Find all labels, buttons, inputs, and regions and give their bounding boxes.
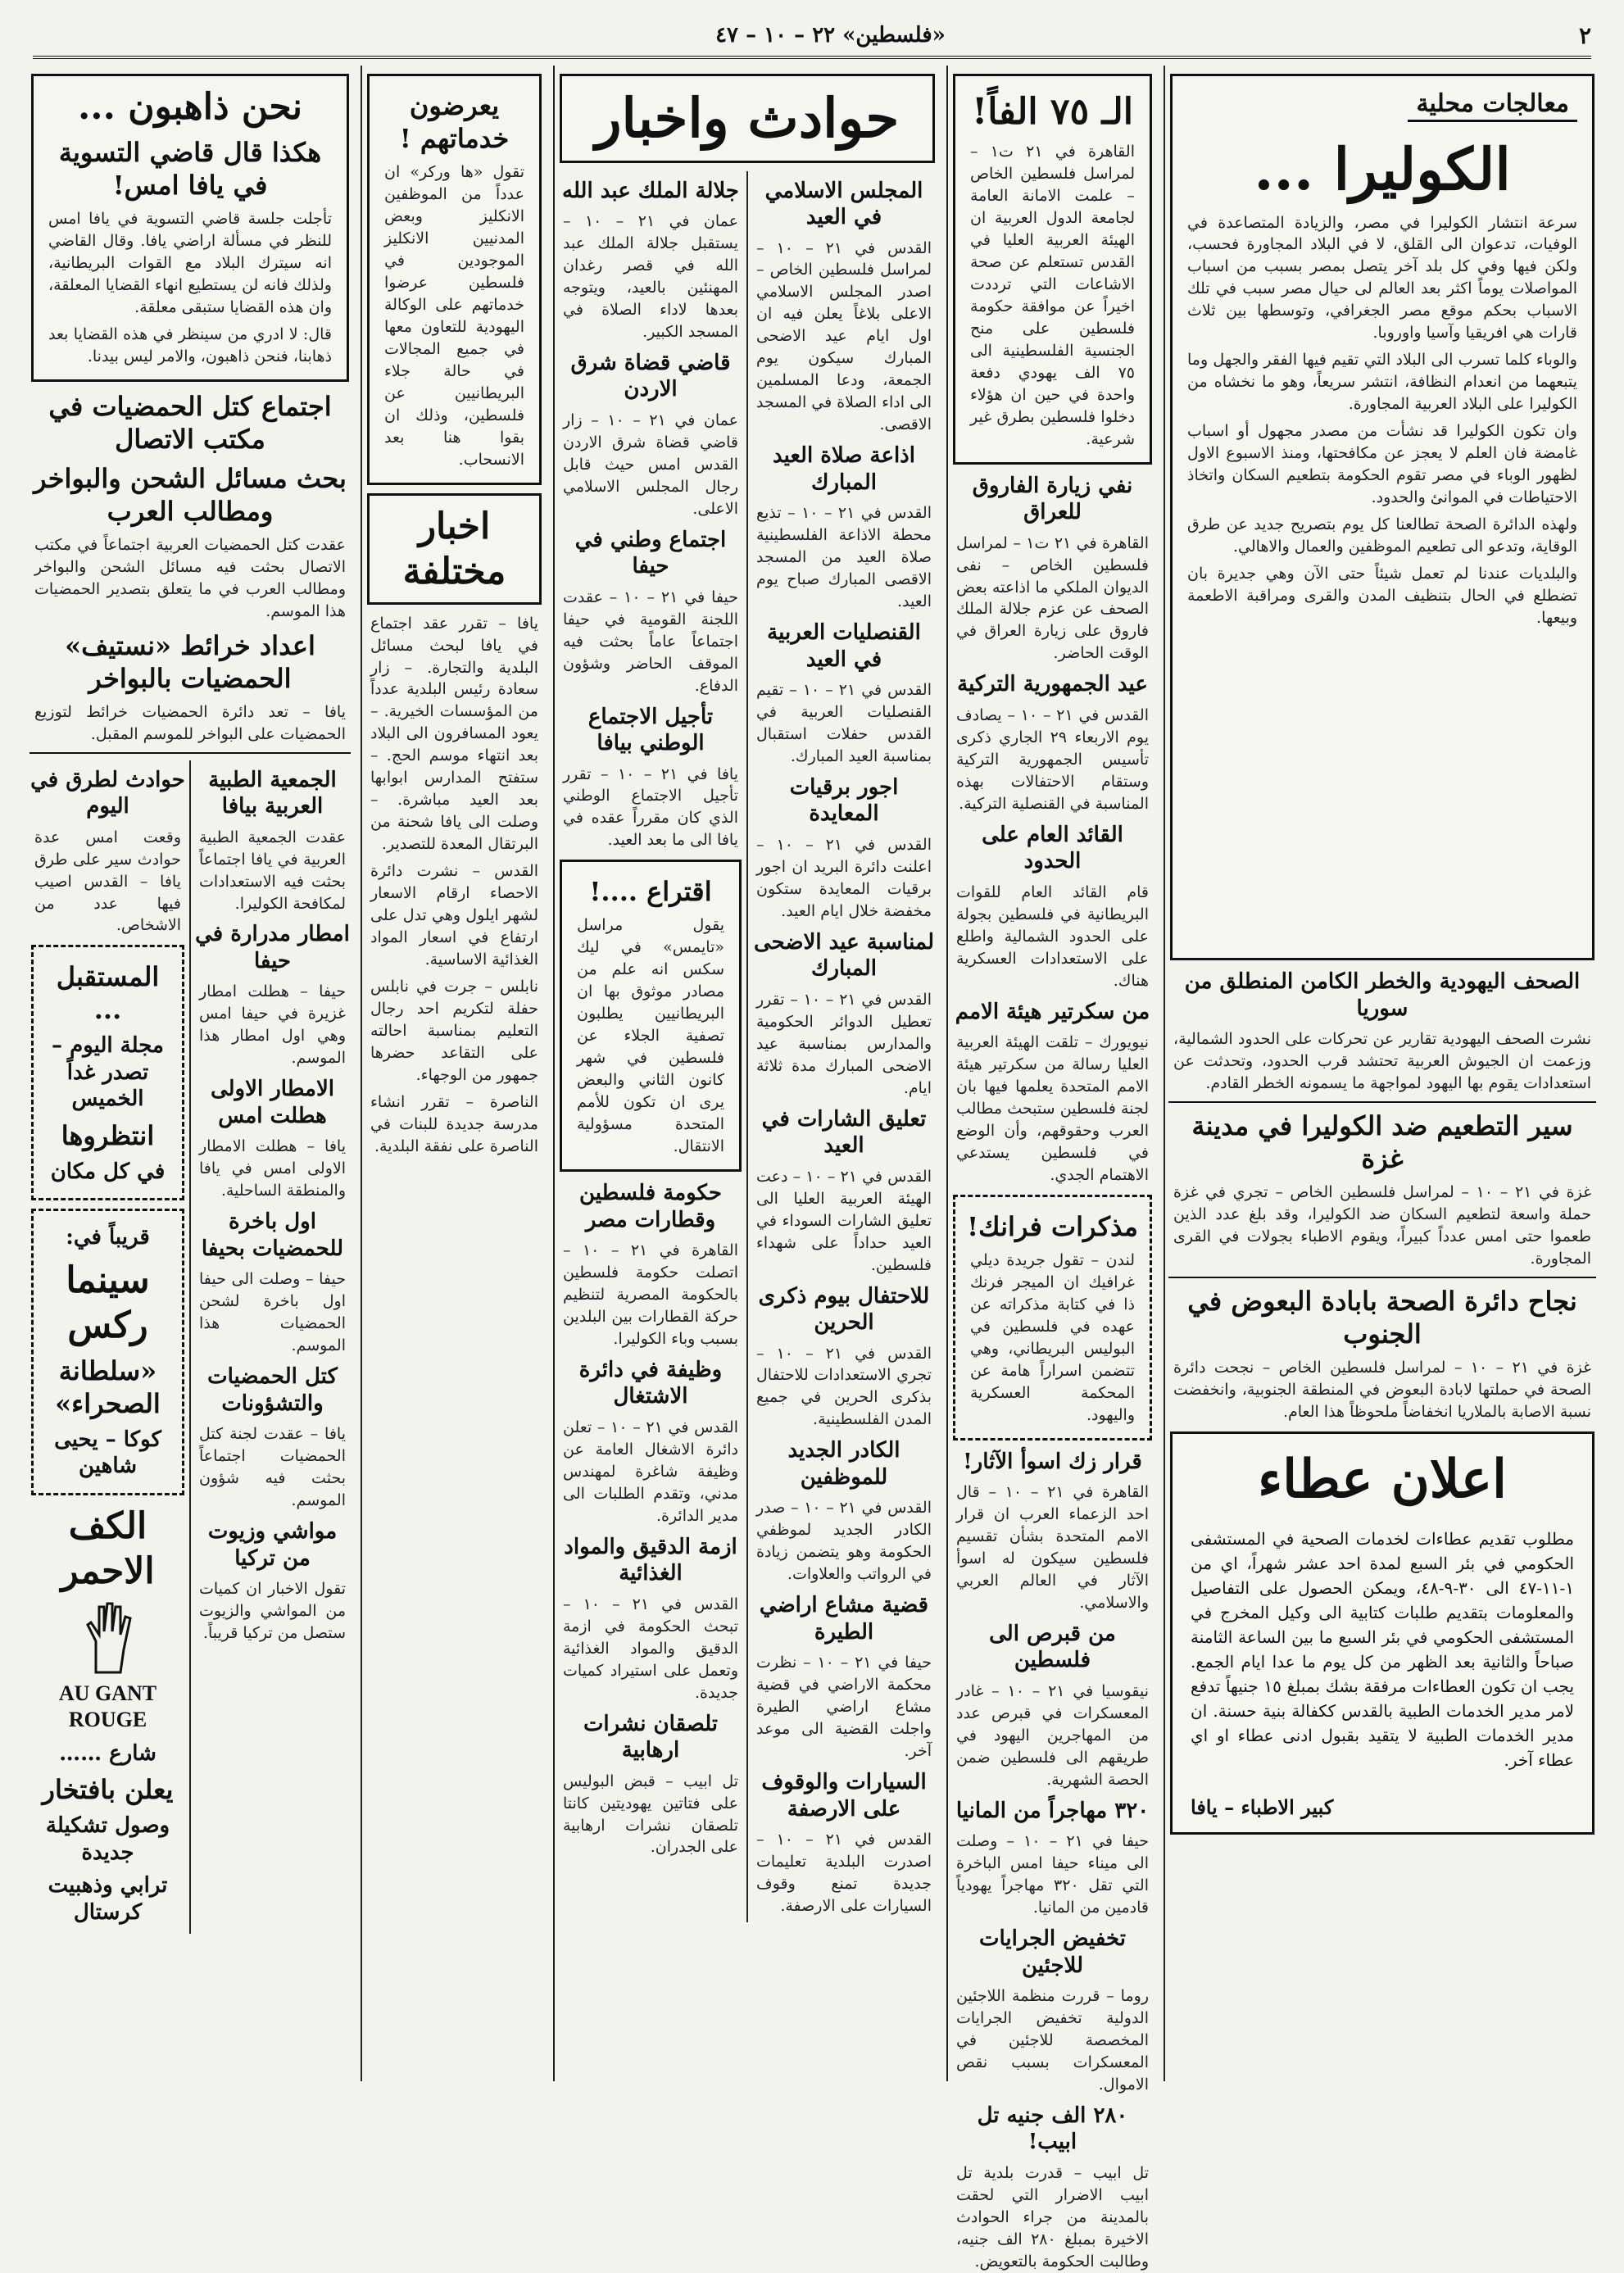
- page-number: ٢: [1578, 21, 1591, 49]
- haifa-meeting-text: حيفا في ٢١ – ١٠ – عقدت اللجنة القومية في حيفا اجتماعاً عاماً بحثت فيه الموقف الحاضر وشؤون الدفاع.: [563, 588, 738, 695]
- cinema-ad: [31, 1209, 184, 1495]
- lands-headline: قضية مشاع اراضي الطيرة: [759, 1593, 929, 1645]
- telaviv-text: تل ابيب – قدرت بلدية تل ابيب الاضرار التي لحقت بالمدينة من جراء الحوادث الاخيرة بمبلغ ٢٨٠ الف جنيه، وطالبت الحكومة بالتعويض.: [956, 2163, 1149, 2271]
- first-rain-text: يافا – هطلت الامطار الاولى امس في يافا والمنطقة الساحلية.: [199, 1137, 346, 1200]
- date-line: «فلسطين» ٢٢ – ١٠ – ٤٧: [715, 23, 946, 48]
- red-glove-icon: [79, 1600, 137, 1674]
- page-header: [33, 15, 1591, 59]
- cholera-paragraph: وان تكون الكوليرا قد نشأت من مصدر مجهول أو اسباب غامضة فان العلم لا يعجز عن مكافحتها، ومنذ الاسبوع الاول لظهور الوباء في مصر تقوم الحكومة بتطعيم السكان واتخاذ الاحتياطات في الموانئ والحدود.: [1187, 422, 1577, 507]
- citrus-subcolumn-left: [26, 760, 191, 1935]
- events-subcolumns: [555, 171, 940, 1922]
- consulates-headline: القنصليات العربية في العيد: [767, 620, 921, 672]
- cyprus-headline: من قبرص الى فلسطين: [989, 1621, 1116, 1673]
- glove-ad-line2: يعلن بافتخار: [42, 1774, 174, 1806]
- column-misc-news: [361, 66, 547, 2081]
- judge-headline: قاضي قضاة شرق الاردن: [570, 350, 731, 402]
- memoirs-headline: مذكرات فرانك!: [967, 1210, 1138, 1242]
- services-text: تقول «ها وركر» ان عدداً من الموظفين الانكليز وبعض المدنيين الانكليز الموجودين في فلسطين عرضوا خدماتهم على الوكالة اليهودية للتعاون معها في جميع المجالات في حالة جلاء البريطانيين عن فلسطين، وذلك ان بقوا هنا بعد الانسحاب.: [384, 163, 524, 469]
- nazareth-text: الناصرة – تقرر انشاء مدرسة جديدة للبنات في الناصرة على نفقة البلدية.: [370, 1092, 538, 1155]
- terror-headline: تلصقان نشرات ارهابية: [583, 1711, 719, 1763]
- slogans-headline: تعليق الشارات في العيد: [761, 1106, 927, 1159]
- flour-headline: ازمة الدقيق والمواد الغذائية: [564, 1534, 737, 1586]
- germany-headline: ٣٢٠ مهاجراً من المانيا: [955, 1798, 1150, 1823]
- telaviv-headline: ٢٨٠ الف جنيه تل ابيب!: [977, 2103, 1128, 2155]
- citrus-subcolumn-right: [191, 760, 354, 1935]
- gaza-text: غزة في ٢١ – ١٠ – لمراسل فلسطين الخاص – تجري في غزة حملة واسعة لتطعيم السكان ضد الكوليرا، وقد بلغ عدد الذين طعموا حتى امس عدداً كبيراً، ويقوم الاطباء بجولات في القرى المجاورة.: [1173, 1182, 1592, 1268]
- germany-text: حيفا في ٢١ – ١٠ – وصلت الى ميناء حيفا امس الباخرة التي تقل ٣٢٠ مهاجراً يهودياً قادمين من المانيا.: [956, 1832, 1149, 1917]
- memoirs-box: [953, 1195, 1152, 1440]
- consulates-text: القدس في ٢١ – ١٠ – تقيم القنصليات العربية في القدس حفلات استقبال بمناسبة العيد المبارك.: [756, 681, 932, 765]
- glove-ad-latin-name: AU GANT ROUGE: [58, 1681, 157, 1732]
- slogans-text: القدس في ٢١ – ١٠ – دعت الهيئة العربية العليا الى تعليق الشارات السوداء في العيد حداداً على شهداء فلسطين.: [756, 1167, 932, 1274]
- glove-ad-line4: ترابي وذهبيت كرستال: [48, 1873, 168, 1925]
- steamer-text: حيفا – وصلت الى حيفا اول باخرة لشحن الحمضيات هذا الموسم.: [199, 1270, 346, 1355]
- cholera-paragraph: والوباء كلما تسرب الى البلاد التي تقيم فيها الفقر والجهل وما يتبعهما من انعدام النظافة، انتشر سريعاً، وهو ما نخشاه من الكوليرا على البلاد العربية المجاورة.: [1187, 351, 1577, 414]
- misc-title-box: [367, 493, 542, 605]
- cholera-paragraph: ولهذه الدائرة الصحة تطالعنا كل يوم بتصريح جديد عن طرق الوقاية، وتدعو الى تطعيم الموظفين والعمال والاهالي.: [1187, 515, 1577, 556]
- eid-headline: لمناسبة عيد الاضحى المبارك: [754, 929, 934, 982]
- commander-text: قام القائد العام للقوات البريطانية في فلسطين بجولة على الحدود الشمالية واطلع على الاستعدادات العسكرية هناك.: [956, 882, 1149, 990]
- market-text: القدس – نشرت دائرة الاحصاء ارقام الاسعار لشهر ايلول وهي تدل على ارتفاع في اسعار المواد الغذائية الاساسية.: [370, 862, 538, 969]
- judge-text: عمان في ٢١ – ١٠ – زار قاضي قضاة شرق الاردن القدس امس حيث قابل رجال المجلس الاسلامي الاعلى.: [563, 411, 738, 518]
- telegrams-headline: اجور برقيات المعايدة: [789, 774, 899, 827]
- judge-quote-headline: هكذا قال قاضي التسوية في يافا امس!: [58, 137, 322, 201]
- decision-text: القاهرة في ٢١ – ١٠ – قال احد الزعماء العرب ان قرار الامم المتحدة بشأن تقسيم فلسطين سيكون له اسوأ الآثار في العالم العربي والاسلامي.: [956, 1483, 1149, 1612]
- column-label: معالجات محلية: [1408, 88, 1577, 122]
- staff-headline: الكادر الجديد للموظفين: [787, 1438, 900, 1490]
- column-short-news: [946, 66, 1157, 2271]
- turkey-republic-text: القدس في ٢١ – ١٠ – يصادف يوم الاربعاء ٢٩ الجاري ذكرى تأسيس الجمهورية التركية وستقام الاحتفالات بهذه المناسبة في القنصلية التركية.: [956, 705, 1149, 813]
- column-events-news: [553, 66, 940, 2081]
- proposal-text: يقول مراسل «تايمس» في ليك سكس انه علم من مصادر موثوق بها ان البريطانيين يطلبون تصفية الجلاء عن فلسطين في شهر كانون الثاني والبعض يرى ان تكون للأمم المتحدة مسؤولية الانتقال.: [577, 916, 724, 1156]
- judge-quote-text: تأجلت جلسة قاضي التسوية في يافا امس للنظر في مسألة اراضي يافا. وقال القاضي انه سيترك البلاد مع القوات البريطانية، ولذلك فانه لن يستطيع انهاء القضايا المعلقة، وان هذه القضايا ستبقى معلقة.: [48, 210, 332, 316]
- cinema-name: سينما ركس: [66, 1259, 150, 1346]
- egypt-trains-headline: حكومة فلسطين وقطارات مصر: [579, 1181, 722, 1232]
- future-ad-text: مجلة اليوم – تصدر غداً الخميس: [52, 1033, 164, 1112]
- nablus-text: نابلس – جرت في نابلس حفلة لتكريم احد رجال التعليم بمناسبة احالته على التقاعد حضرها جمهور من الوجهاء.: [370, 978, 538, 1084]
- tender-ad-title: اعلان عطاء: [1258, 1448, 1507, 1510]
- jaffa-meeting-headline: تأجيل الاجتماع الوطني بيافا: [587, 704, 714, 755]
- citrus-meeting-text: عقدت كتل الحمضيات العربية اجتماعاً في مكتب الاتصال بحثت فيه مسائل الشحن والبواخر ومطالب العرب في ما يتعلق بتصدير الحمضيات هذا الموسم.: [34, 535, 346, 620]
- accidents-headline: حوادث لطرق في اليوم: [30, 767, 185, 819]
- syria-headline: الصحف اليهودية والخطر الكامن المنطلق من سوريا: [1184, 969, 1581, 1021]
- radio-headline: اذاعة صلاة العيد المبارك: [773, 443, 915, 495]
- eid-text: القدس في ٢١ – ١٠ – تقرر تعطيل الدوائر الحكومية والمدارس بمناسبة عيد الاضحى المبارك مدة ثلاثة ايام.: [756, 990, 932, 1097]
- haifa-rain-headline: امطار مدرارة في حيفا: [195, 922, 350, 973]
- staff-text: القدس في ٢١ – ١٠ – صدر الكادر الجديد لموظفي الحكومة وهو يتضمن زيادة في الرواتب والعلاوات.: [756, 1499, 932, 1584]
- 75k-text: القاهرة في ٢١ ت١ – لمراسل فلسطين الخاص – علمت الامانة العامة لجامعة الدول العربية ان الهيئة العربية العليا في القدس تستعلم عن صحة الاشاعات التي ترددت اخيراً عن موافقة حكومة فلسطين على منح الجنسية الفلسطينية الى ٧٥ الف يهودي دفعة واحدة في حين ان هؤلاء دخلوا فلسطين بطرق غير شرعية.: [970, 143, 1135, 448]
- glove-ad-line3: وصول تشكيلة جديدة: [45, 1813, 170, 1865]
- accidents-text: وقعت امس عدة حوادث سير على طرق يافا – القدس اصيب فيها عدد من الاشخاص.: [34, 828, 181, 935]
- haifa-meeting-headline: اجتماع وطني في حيفا: [574, 527, 727, 579]
- radio-text: القدس في ٢١ – ١٠ – تذيع محطة الاذاعة الفلسطينية صلاة العيد من المسجد الاقصى المبارك صباح يوم العيد.: [756, 504, 932, 611]
- misc-text: يافا – تقرر عقد اجتماع في يافا لبحث مسائل البلدية والتجارة. – زار سعادة رئيس البلدية عدداً من المؤسسات الخيرية. – يعود المسافرون الى البلاد بعد انتهاء موسم الحج. – ستفتح المدارس ابوابها بعد العيد مباشرة. – وصلت الى يافا شحنة من البرتقال المعدة للتصدير.: [370, 614, 538, 854]
- telegrams-text: القدس في ٢١ – ١٠ – اعلنت دائرة البريد ان اجور برقيات المعايدة ستكون مخفضة خلال ايام العيد.: [756, 835, 932, 920]
- future-magazine-ad: [31, 945, 184, 1200]
- terror-text: تل ابيب – قبض البوليس على فتاتين يهوديتين كانتا تلصقان نشرات ارهابية على الجدران.: [563, 1772, 738, 1857]
- haifa-rain-text: حيفا – هطلت امطار غزيرة في حيفا امس وهي اول امطار هذا الموسم.: [199, 982, 346, 1068]
- events-subcolumn-left: [555, 171, 748, 1922]
- islamic-council-headline: المجلس الاسلامي في العيد: [764, 178, 923, 229]
- 75k-headline: الـ ٧٥ الفاً!: [971, 91, 1134, 133]
- 75k-box: [953, 74, 1152, 465]
- jobs-headline: وظيفة في دائرة الاشتغال: [578, 1357, 723, 1409]
- memoirs-text: لندن – تقول جريدة ديلي غرافيك ان الميجر فرنك ذا في كتابة مذكراته عن عهده في فلسطين في البوليس البريطاني، وهي تتضمن اسراراً هامة عن المحكمة العسكرية واليهود.: [970, 1250, 1135, 1424]
- anniversary-headline: للاحتفال بيوم ذكرى الحرين: [758, 1283, 930, 1335]
- king-text: عمان في ٢١ – ١٠ – يستقبل جلالة الملك عبد الله في قصر رغدان المهنئين بالعيد، ويتوجه بعدها لاداء الصلاة في المسجد الكبير.: [563, 212, 738, 341]
- future-ad-note: في كل مكان: [50, 1159, 166, 1184]
- future-ad-cta: انتظروها: [61, 1119, 155, 1151]
- services-headline: يعرضون خدماتهم !: [399, 90, 510, 154]
- events-title: حوادث واخبار: [595, 86, 900, 150]
- citrus-meeting-subheadline: بحث مسائل الشحن والبواخر ومطالب العرب: [34, 462, 347, 527]
- citrus-blocks-text: يافا – عقدت لجنة كتل الحمضيات اجتماعاً بحثت فيه شؤون الموسم.: [199, 1425, 346, 1510]
- film-title: «سلطانة الصحراء»: [55, 1354, 161, 1419]
- un-text: نيويورك – تلقت الهيئة العربية العليا رسالة من سكرتير هيئة الامم المتحدة يعلمها فيها بان لجنة فلسطين ستبحث مطالب العرب وحقوقهم، وأن الوضع في فلسطين يستدعي الاهتمام الجدي.: [956, 1033, 1149, 1184]
- citrus-meeting-headline: اجتماع كتل الحمضيات في مكتب الاتصال: [48, 390, 332, 455]
- un-headline: من سكرتير هيئة الامم: [955, 999, 1150, 1024]
- proposal-box: [560, 860, 742, 1172]
- anniversary-text: القدس في ٢١ – ١٠ – تجري الاستعدادات للاحتفال بذكرى الحرين في جميع المدن الفلسطينية.: [756, 1344, 932, 1429]
- cholera-title: الكوليرا ...: [1254, 135, 1511, 203]
- cinema-ad-label: قريباً في:: [66, 1225, 150, 1250]
- column-cholera: [1164, 66, 1599, 2081]
- mosquito-headline: نجاح دائرة الصحة بابادة البعوض في الجنوب: [1187, 1285, 1577, 1350]
- glove-ad-line1: شارع ……: [59, 1740, 157, 1766]
- turkey-republic-headline: عيد الجمهورية التركية: [957, 672, 1148, 697]
- citrus-blocks-headline: كتل الحمضيات والتشؤونات: [207, 1364, 338, 1416]
- going-headline: نحن ذاهبون ...: [77, 86, 303, 128]
- first-rain-headline: الامطار الاولى هطلت امس: [210, 1077, 335, 1128]
- refugees-headline: تخفيض الجرايات للاجئين: [978, 1926, 1127, 1978]
- services-box: [367, 74, 542, 485]
- steamer-headline: اول باخرة للحمضيات بحيفا: [201, 1209, 344, 1261]
- syria-text: نشرت الصحف اليهودية تقارير عن تحركات على الحدود الشمالية، وزعمت ان الجيوش العربية تحتشد قرب الحدود، وتحدثت عن استعدادات يقوم بها اليهود لمواجهة ما يسمونه الخطر القادم.: [1173, 1030, 1591, 1092]
- glove-ad: [31, 1504, 184, 1926]
- jobs-text: القدس في ٢١ – ١٠ – تعلن دائرة الاشغال العامة عن وظيفة شاغرة لمهندس مدني، وتقدم الطلبات الى مدير الدائرة.: [563, 1418, 738, 1525]
- tender-ad-text: مطلوب تقديم عطاءات لخدمات الصحية في المستشفى الحكومي في بئر السبع لمدة احد عشر شهراً، اي من ١-١١-٤٧ الى ٣٠-٩-٤٨، ويمكن الحصول على التفاصيل والمعلومات بتقديم طلبات كتابية الى وكيل المخرج في المستشفى الحكومي في بئر السبع ما بين الساعة الثامنة صباحاً والثانية بعد الظهر من كل يوم ما عدا ايام الجمع. يجب ان تكون العطاءات مرفقة بشك بمبلغ ١٥ جنيهاً تدفع لامر مدير الخدمات الطبية بالقدس ككفالة بنية حسنة. ان مدير الخدمات الطبية لا يتقيد بقبول ادنى عطاء او اي عطاء آخر.: [1191, 1528, 1575, 1770]
- cars-text: القدس في ٢١ – ١٠ – اصدرت البلدية تعليمات جديدة تمنع وقوف السيارات على الارصفة.: [756, 1831, 932, 1915]
- commander-headline: القائد العام على الحدود: [982, 822, 1123, 874]
- citrus-subcolumns: [26, 760, 354, 1935]
- misc-headline: اخبار مختلفة: [402, 505, 506, 592]
- ships-headline: اعداد خرائط «نستيف» الحمضيات بالبواخر: [65, 629, 315, 694]
- egypt-trains-text: القاهرة في ٢١ – ١٠ – اتصلت حكومة فلسطين بالحكومة المصرية لتنظيم حركة القطارات بين البلدين بسبب وباء الكوليرا.: [563, 1241, 738, 1348]
- ships-text: يافا – تعد دائرة الحمضيات خرائط لتوزيع الحمضيات على البواخر للموسم المقبل.: [34, 702, 346, 743]
- farouk-text: القاهرة في ٢١ ت١ – لمراسل فلسطين الخاص – نفى الديوان الملكي ما اذاعته بعض الصحف عن عزم جلالة الملك فاروق على زيارة العراق في الوقت الحاضر.: [956, 533, 1149, 663]
- cholera-paragraph: والبلديات عندنا لم تعمل شيئاً حتى الآن وهي جديرة بان تضطلع في الحال بتنظيف المدن والقرى ومراقبة الاطعمة وبيعها.: [1187, 565, 1577, 627]
- cars-headline: السيارات والوقوف على الارصفة: [761, 1770, 927, 1822]
- king-headline: جلالة الملك عبد الله: [562, 178, 739, 203]
- future-ad-title: المستقبل ...: [56, 961, 160, 1026]
- refugees-text: روما – قررت منظمة اللاجئين الدولية تخفيض الجرايات المخصصة للاجئين في المعسكرات بسبب نقص الاموال.: [956, 1987, 1149, 2094]
- farouk-headline: نفي زيارة الفاروق للعراق: [972, 473, 1133, 525]
- events-subcolumn-right: [748, 171, 940, 1922]
- mosquito-text: غزة في ٢١ – ١٠ – لمراسل فلسطين الخاص – نجحت دائرة الصحة في حملتها لابادة البعوض في المنطقة الجنوبية، وانخفضت نسبة الاصابة بالملاريا انخفاضاً ملحوظاً هذا العام.: [1173, 1358, 1591, 1421]
- tender-ad: [1170, 1431, 1595, 1835]
- medical-society-headline: الجمعية الطبية العربية بيافا: [208, 767, 337, 819]
- islamic-council-text: القدس في ٢١ – ١٠ – لمراسل فلسطين الخاص – اصدر المجلس الاسلامي الاعلى بلاغاً يعلن فيه ان اول ايام عيد الاضحى المبارك سيكون يوم الجمعة، ودعا المسلمين الى اداء الصلاة في المسجد الاقصى.: [755, 238, 932, 434]
- gaza-headline: سير التطعيم ضد الكوليرا في مدينة غزة: [1191, 1109, 1573, 1174]
- column-jaffa-citrus: [26, 66, 354, 2081]
- film-stars: كوكا – يحيى شاهين: [54, 1427, 161, 1479]
- flour-text: القدس في ٢١ – ١٠ – تبحث الحكومة في ازمة الدقيق والمواد الغذائية وتعمل على استيراد كميات جديدة.: [563, 1595, 738, 1702]
- proposal-headline: اقتراع ....!: [589, 876, 712, 908]
- judge-box: [31, 74, 349, 382]
- glove-ad-arabic-name: الكف الاحمر: [61, 1504, 155, 1592]
- turkey-cattle-text: تقول الاخبار ان كميات من المواشي والزيوت ستصل من تركيا قريباً.: [199, 1580, 346, 1642]
- cyprus-text: نيقوسيا في ٢١ – ١٠ – غادر المعسكرات في قبرص عدد من المهاجرين اليهود في طريقهم الى فلسطين ضمن الحصة الشهرية.: [956, 1681, 1149, 1789]
- turkey-cattle-headline: مواشي وزيوت من تركيا: [207, 1519, 338, 1571]
- jaffa-meeting-text: يافا في ٢١ – ١٠ – تقرر تأجيل الاجتماع الوطني الذي كان مقرراً عقده في يافا الى ما بعد العيد.: [563, 764, 738, 850]
- decision-headline: قرار زك اسوأ الآثار!: [963, 1449, 1142, 1474]
- medical-society-text: عقدت الجمعية الطبية العربية في يافا اجتماعاً بحثت فيه الاستعدادات لمكافحة الكوليرا.: [199, 828, 346, 913]
- cholera-paragraph: سرعة انتشار الكوليرا في مصر، والزيادة المتصاعدة في الوفيات، تدعوان الى القلق، لا في البلاد المجاورة فحسب، ولكن فيها وفي كل بلد آخر يتصل بمصر بسبب من اسباب المواصلات يوماً اكثر بعد العالم لى حيال مصر سبب في تلك الاسباب بحكم موقع مصر الجغرافي، وتوسطها بين ثلاث قارات هي افريقيا وآسيا واوروبا.: [1187, 213, 1577, 343]
- judge-quote-text-2: قال: لا ادري من سينظر في هذه القضايا بعد ذهابنا، فنحن ذاهبون، والامر ليس بيدنا.: [48, 324, 332, 365]
- cholera-editorial: [1170, 74, 1595, 960]
- tender-ad-signature: كبير الاطباء – يافا: [1191, 1794, 1334, 1819]
- lands-text: حيفا في ٢١ – ١٠ – نظرت محكمة الاراضي في قضية مشاع اراضي الطيرة واجلت القضية الى موعد آخر.: [756, 1654, 932, 1761]
- events-title-box: [560, 74, 935, 163]
